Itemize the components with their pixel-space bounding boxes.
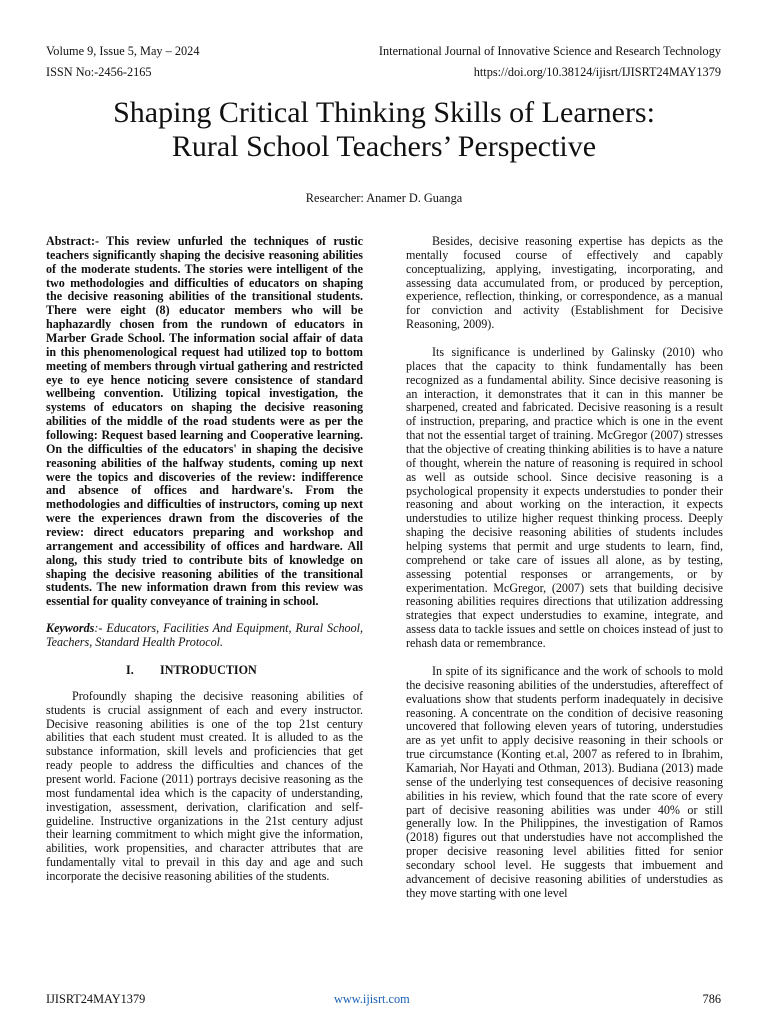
- header-issn: ISSN No:-2456-2165: [46, 65, 152, 79]
- section-heading: [46, 664, 363, 678]
- footer-page-number: 786: [702, 992, 721, 1006]
- page-title: [0, 96, 768, 164]
- right-column: [406, 235, 723, 901]
- keywords-text: :- Educators, Facilities And Equipment, Rural School, Teachers, Standard Health Protocol.: [46, 621, 363, 650]
- section-title: INTRODUCTION: [160, 662, 257, 677]
- footer-website-link[interactable]: www.ijisrt.com: [334, 992, 410, 1006]
- right-paragraph-1: Besides, decisive reasoning expertise has depicts as the mentally focused course of effectively and capably conceptualizing, applying, investigating, incorporating, and assessing data accumulated from, or produced by perception, experience, reflection, thinking, or correspondence, as a manual for conviction and activity (Establishment for Decisive Reasoning, 2009).: [406, 234, 723, 332]
- left-column: [46, 235, 363, 884]
- section-number: I.: [126, 662, 134, 677]
- abstract: Abstract:- This review unfurled the techniques of rustic teachers significantly shaping the decisive reasoning abilities of the moderate students. The stories were intelligent of the two methodologies and difficulties of educators on shaping the decisive reasoning abilities of the transitional students. There were eight (8) educator members who will be haphazardly chosen from the rundown of educators in Marber Grade School. The information social affair of data in this phenomenological request had utilized top to bottom meeting of members through virtual gathering and restricted eye to eye hence noticing severe consistence of standard wellbeing convention. Utilizing topical investigation, the systems of educators on shaping the decisive reasoning abilities of the middle of the road students were as per the following: Request based learning and Cooperative learning. On the difficulties of the educators' in shaping the decisive reasoning abilities of the halfway students, coming up next were the topics and discoveries of the review: indifference and absence of offices and hardware's. From the methodologies and difficulties of instructors, coming up next were the experiences drawn from the discoveries of the review: direct educators preparing and workshop and arrangement and accessibility of offices and hardware. All along, this study tried to contribute bits of knowledge on shaping the decisive reasoning abilities of the transitional students. The new information drawn from this review was essential for quality conveyance of training in school.: [46, 234, 363, 609]
- keywords: [46, 622, 363, 650]
- header-journal: International Journal of Innovative Science and Research Technology: [378, 44, 721, 58]
- header-doi[interactable]: https://doi.org/10.38124/ijisrt/IJISRT24MAY1379: [473, 65, 721, 79]
- right-paragraph-3: In spite of its significance and the work of schools to mold the decisive reasoning abilities of the understudies, aftereffect of evaluations show that students perform inadequately in decisive reasoning. A concentrate on the condition of decisive reasoning uncovered that following eleven years of tutoring, understudies are as yet unfit to apply decisive reasoning in their schools or true circumstance (Konting et.al, 2007 as refered to in Ibrahim, Kamariah, Nor Hayati and Othman, 2013). Budiana (2013) made sense of the underlying test consequences of decisive reasoning abilities in his review, which found that the rate score of every part of decisive reasoning abilities was under 40% or still generally low. In the Philippines, the investigation of Ramos (2018) figures out that understudies have not accomplished the proper decisive reasoning level abilities fitted for senior secondary school level. He suggests that imbuement and advancement of decisive reasoning abilities of understudies as they move starting with one level: [406, 663, 723, 900]
- footer-id: IJISRT24MAY1379: [46, 992, 146, 1006]
- intro-paragraph: Profoundly shaping the decisive reasoning abilities of students is crucial assignment of each and every instructor. Decisive reasoning abilities is one of the top 21st century abilities that each student must created. It is alluded to as the substance information, skill levels and proficiencies that get ready people to address the difficulties and chances of the present world. Facione (2011) portrays decisive reasoning as the most fundamental idea which is the capacity of understanding, investigation, assessment, derivation, clarification and self-guideline. Instructive organizations in the 21st century adjust their learning commitment to which might give the information, abilities, work propensities, and character attributes that are fundamentally vital to prevail in this day and age and such incorporate the decisive reasoning abilities of the students.: [46, 688, 363, 883]
- right-paragraph-2: Its significance is underlined by Galinsky (2010) who places that the capacity to think fundamentally has been recognized as a fundamental ability. Since decisive reasoning is an interaction, it demonstrates that it can in this manner be sharpened, created and fabricated. Decisive reasoning is a result of instruction, preparing, and practice which is one in the event that not the essential target of training. McGregor (2007) stresses that the objective of creating thinking abilities is to have a nature of thought, wherein the nature of reasoning is required in school as well as outside school. Since decisive reasoning is a psychological propensity it expects understudies to ponder their reasoning and about working on the interaction, it expects understudies to utilize higher request thinking process. Deeply shaping the decisive reasoning abilities of students includes helping systems that permit and urge students to learn, find, comprehend or take care of issues all alone, as by testing, assessing potential responses or arrangements, or by experimentation. McGregor, (2007) sets that building decisive reasoning abilities requires directions that utilization addressing strategies that expect understudies to examine, integrate, and assess data to tackle issues and settle on choices instead of just to rehash data or remembrance.: [406, 345, 723, 651]
- header-volume: Volume 9, Issue 5, May – 2024: [46, 44, 200, 58]
- title-line-2: Rural School Teachers’ Perspective: [171, 130, 597, 163]
- author-line: Researcher: Anamer D. Guanga: [305, 191, 463, 205]
- keywords-label: Keywords: [46, 621, 95, 636]
- title-line-1: Shaping Critical Thinking Skills of Learners:: [113, 96, 655, 129]
